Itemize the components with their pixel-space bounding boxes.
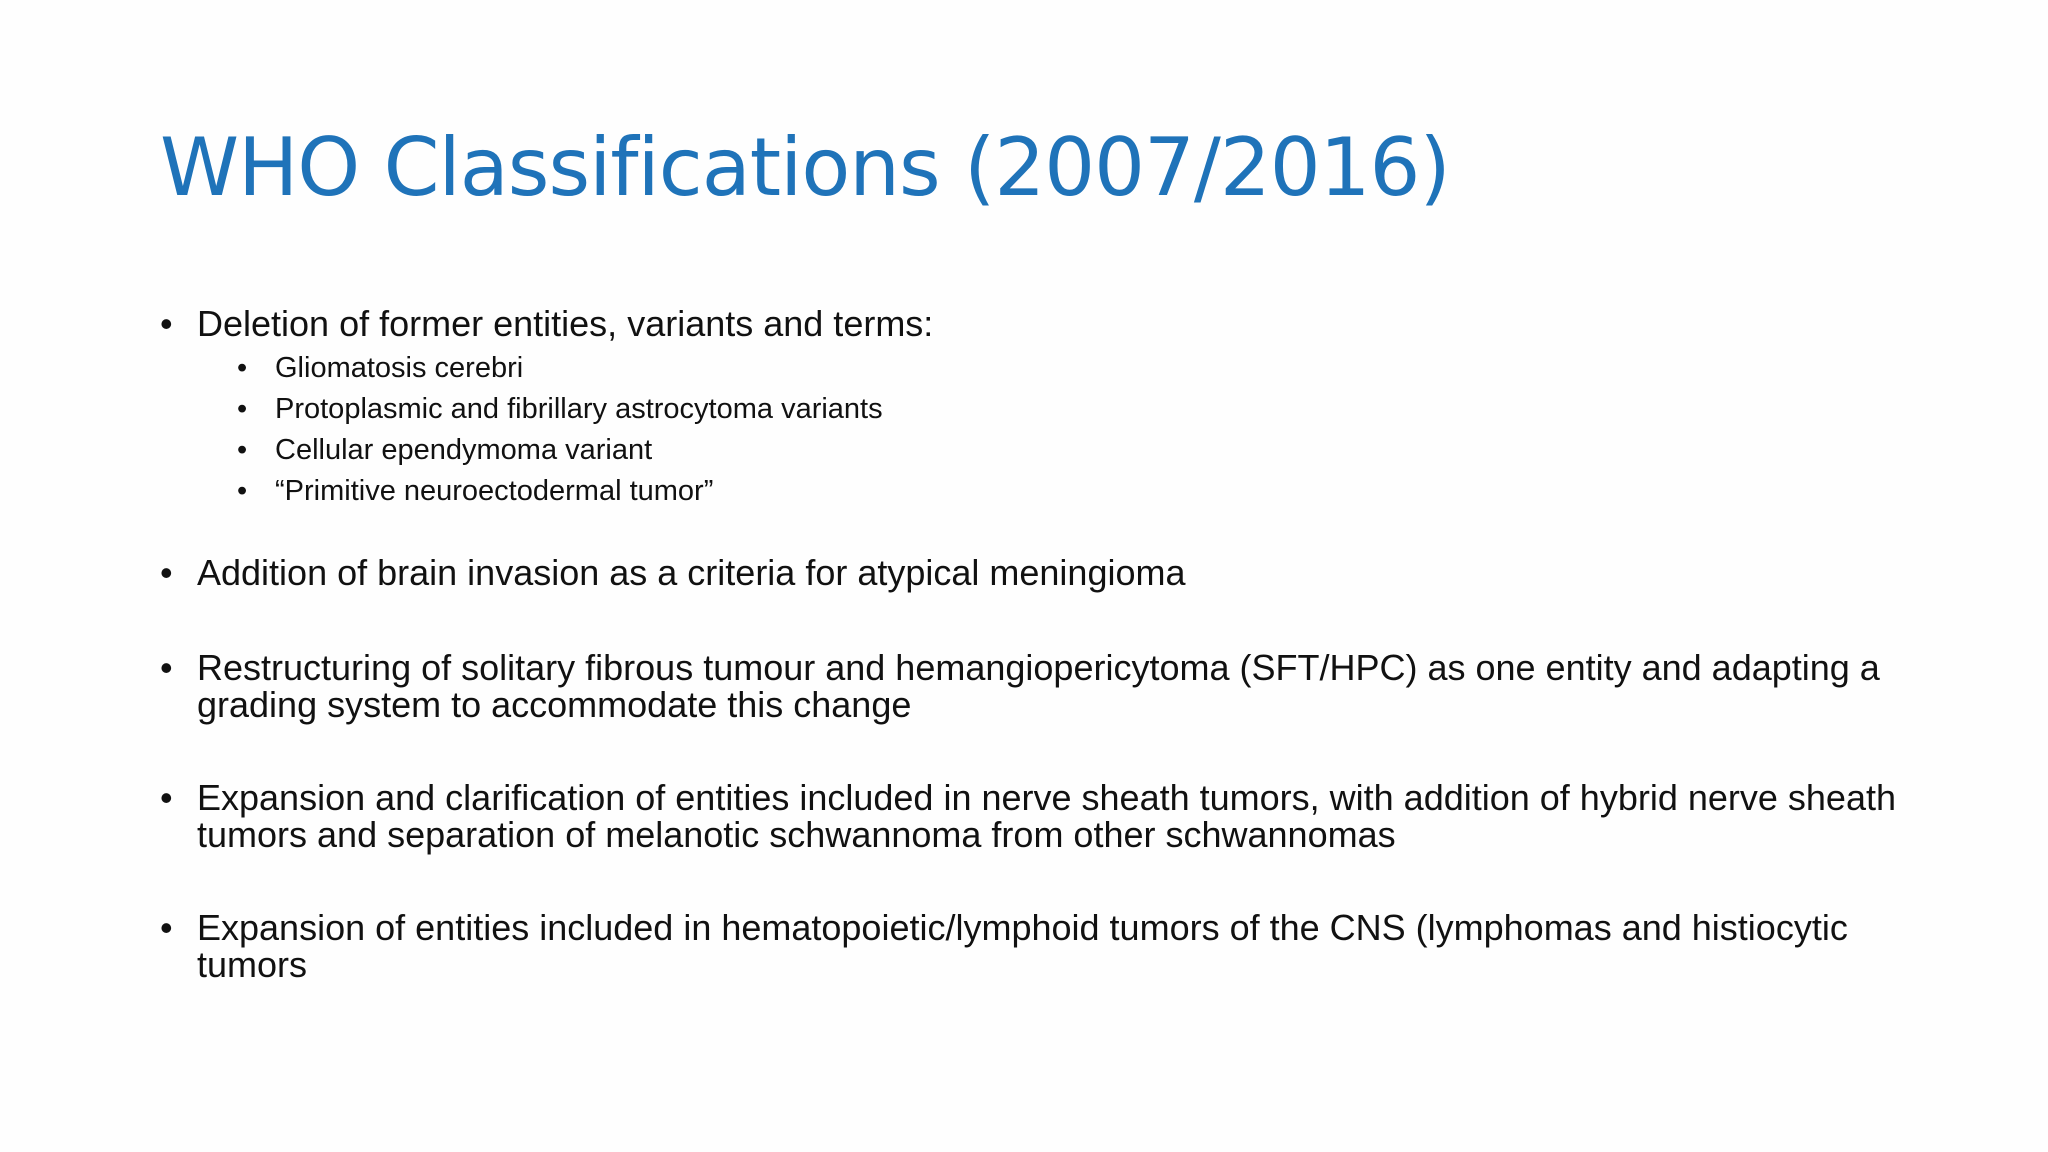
bullet-item-hematopoietic <box>160 909 1920 983</box>
sub-bullet-item <box>237 471 1920 512</box>
sub-bullet-text: Cellular ependymoma variant <box>275 434 653 466</box>
bullet-glyph: • <box>160 907 173 948</box>
bullet-text: Expansion and clarification of entities included in nerve sheath tumors, with addition of hybrid nerve sheath tumors and separation of melanotic schwannoma from other schwannomas <box>197 777 1896 855</box>
bullet-glyph: • <box>160 303 173 344</box>
sub-bullet-text: Protoplasmic and fibrillary astrocytoma variants <box>275 393 883 425</box>
bullet-glyph: • <box>160 777 173 818</box>
bullet-item-sft-hpc <box>160 649 1920 723</box>
sub-bullet-list <box>237 348 1920 512</box>
bullet-text: Deletion of former entities, variants and terms: <box>197 303 934 344</box>
bullet-text: Restructuring of solitary fibrous tumour and hemangiopericytoma (SFT/HPC) as one entity and adapting a grading system to accommodate this change <box>197 647 1880 725</box>
bullet-list <box>160 305 1920 983</box>
bullet-glyph: • <box>237 475 248 507</box>
sub-bullet-text: “Primitive neuroectodermal tumor” <box>275 475 714 507</box>
bullet-item-deletion <box>160 305 1920 342</box>
sub-bullet-item <box>237 389 1920 430</box>
bullet-text: Addition of brain invasion as a criteria for atypical meningioma <box>197 552 1186 593</box>
sub-bullet-item <box>237 430 1920 471</box>
bullet-item-brain-invasion <box>160 554 1920 591</box>
sub-bullet-text: Gliomatosis cerebri <box>275 352 524 384</box>
bullet-item-nerve-sheath <box>160 779 1920 853</box>
bullet-glyph: • <box>160 647 173 688</box>
bullet-glyph: • <box>237 393 248 425</box>
bullet-glyph: • <box>237 434 248 466</box>
sub-bullet-item <box>237 348 1920 389</box>
slide-title: WHO Classifications (2007/2016) <box>160 121 1450 214</box>
bullet-glyph: • <box>237 352 248 384</box>
bullet-text: Expansion of entities included in hematopoietic/lymphoid tumors of the CNS (lymphomas and histiocytic tumors <box>197 907 1848 985</box>
bullet-glyph: • <box>160 552 173 593</box>
